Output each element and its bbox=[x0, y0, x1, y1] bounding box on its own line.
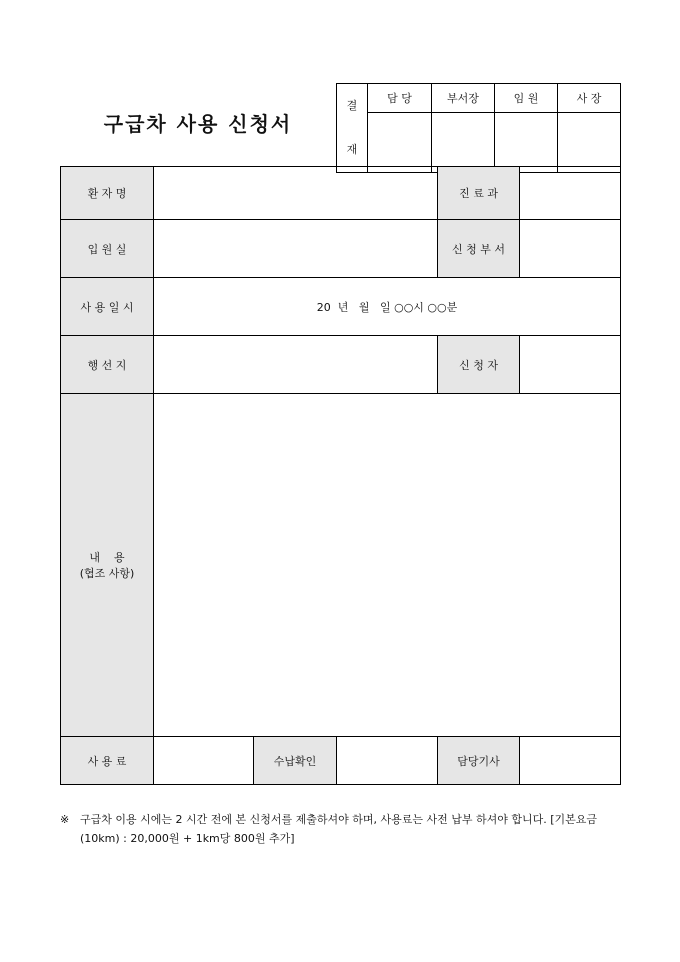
approval-header-staff: 담 당 bbox=[368, 84, 432, 113]
patient-name-field[interactable] bbox=[154, 167, 438, 220]
department-label: 진 료 과 bbox=[438, 167, 520, 220]
applicant-label: 신 청 자 bbox=[438, 336, 520, 394]
ward-label: 입 원 실 bbox=[61, 220, 154, 278]
approval-label-bottom: 재 bbox=[346, 143, 358, 156]
usage-datetime-label: 사 용 일 시 bbox=[61, 278, 154, 336]
signature-staff[interactable] bbox=[368, 113, 432, 173]
department-field[interactable] bbox=[520, 167, 621, 220]
content-label bbox=[61, 394, 154, 737]
content-label-sub: (협조 사항) bbox=[79, 567, 135, 580]
fee-field[interactable] bbox=[154, 737, 254, 785]
approval-header-dept-head: 부서장 bbox=[432, 84, 495, 113]
approval-box bbox=[336, 83, 621, 173]
approval-header-president: 사 장 bbox=[558, 84, 621, 113]
fee-label: 사 용 료 bbox=[61, 737, 154, 785]
payment-confirm-label: 수납확인 bbox=[254, 737, 337, 785]
approval-label-top: 결 bbox=[346, 99, 358, 112]
approval-header-executive: 임 원 bbox=[495, 84, 558, 113]
application-form bbox=[60, 166, 621, 785]
content-label-main: 내 용 bbox=[89, 551, 125, 564]
signature-president[interactable] bbox=[558, 113, 621, 173]
driver-field[interactable] bbox=[520, 737, 621, 785]
usage-datetime-field[interactable]: 20 년 월 일 ○○시 ○○분 bbox=[154, 278, 621, 336]
request-dept-field[interactable] bbox=[520, 220, 621, 278]
ward-field[interactable] bbox=[154, 220, 438, 278]
driver-label: 담당기사 bbox=[438, 737, 520, 785]
patient-name-label: 환 자 명 bbox=[61, 167, 154, 220]
content-field[interactable] bbox=[154, 394, 621, 737]
applicant-field[interactable] bbox=[520, 336, 621, 394]
approval-label bbox=[337, 84, 368, 173]
signature-dept-head[interactable] bbox=[432, 113, 495, 173]
destination-field[interactable] bbox=[154, 336, 438, 394]
destination-label: 행 선 지 bbox=[61, 336, 154, 394]
page-title: 구급차 사용 신청서 bbox=[103, 112, 293, 136]
signature-executive[interactable] bbox=[495, 113, 558, 173]
note-mark: ※ bbox=[60, 813, 70, 826]
payment-confirm-field[interactable] bbox=[337, 737, 438, 785]
request-dept-label: 신 청 부 서 bbox=[438, 220, 520, 278]
usage-note bbox=[60, 810, 626, 848]
note-text: 구급차 이용 시에는 2 시간 전에 본 신청서를 제출하셔야 하며, 사용료는 사전 납부 하셔야 합니다. [기본요금(10km) : 20,000원 + 1km당 800원 추가] bbox=[80, 813, 598, 845]
